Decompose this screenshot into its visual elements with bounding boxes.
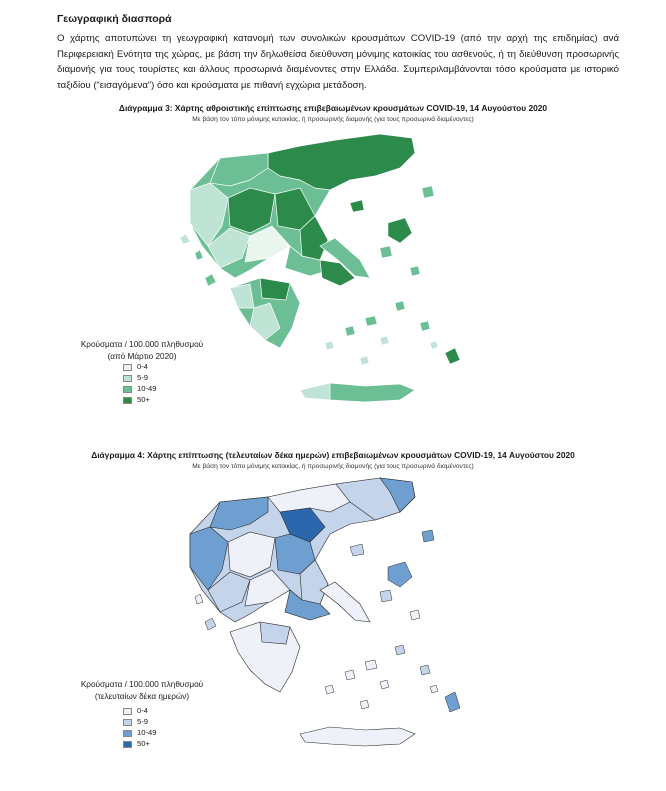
legend-swatch <box>123 386 132 393</box>
intro-paragraph: Ο χάρτης αποτυπώνει τη γεωγραφική κατανομή των συνολικών κρουσμάτων COVID-19 (από την αρχή της επιδημίας) ανά Περιφερειακή Ενότητα της χώρας, με βάση την δηλωθείσα διεύθυνση μόνιμης κατοικίας του ασθενούς, ή τη διεύθυνση προσωρινής διαμονής για τους τουρίστες και άλλους προσωρινά διαμένοντες στην Ελλάδα. Συμπεριλαμβάνονται τόσο κρούσματα με ιστορικό ταξιδίου (“εισαγόμενα”) όσο και κρούσματα με πιθανή εγχώρια μετάδοση. <box>57 33 619 91</box>
legend-swatch <box>123 375 132 382</box>
figure4-subtitle: Με βάση τον τόπο μόνιμης κατοικίας, ή προσωρινής διαμονής (για τους προσωρινά διαμένοντες) <box>192 463 474 470</box>
figure3-legend-item <box>123 373 148 382</box>
figure3-legend-item <box>123 384 156 393</box>
legend-swatch <box>123 730 132 737</box>
figure3-subtitle: Με βάση τον τόπο μόνιμης κατοικίας, ή προσωρινής διαμονής (για τους προσωρινά διαμένοντες) <box>192 116 474 123</box>
figure4-legend-item <box>123 706 148 715</box>
legend-swatch <box>123 364 132 371</box>
legend-label: 10-49 <box>137 384 157 393</box>
figure4-title: Διάγραμμα 4: Χάρτης επίπτωσης (τελευταίων δέκα ημερών) επιβεβαιωμένων κρουσμάτων COVID-19, 14 Αυγούστου 2020 <box>91 450 575 460</box>
greece-map-last-ten-days <box>150 472 480 762</box>
figure4-legend-title-line2: (τελευταίων δέκα ημερών) <box>94 692 190 701</box>
figure3-title: Διάγραμμα 3: Χάρτης αθροιστικής επίπτωσης επιβεβαιωμένων κρουσμάτων COVID-19, 14 Αυγούστου 2020 <box>118 103 548 113</box>
figure4-legend-item <box>123 728 156 737</box>
figure4-legend-title <box>62 679 222 703</box>
figure3-legend-item <box>123 395 150 404</box>
legend-label: 10-49 <box>137 728 157 737</box>
figure3-legend-title <box>62 339 222 363</box>
section-heading: Γεωγραφική διασπορά <box>57 13 172 25</box>
figure3-legend-item <box>123 362 148 371</box>
legend-label: 50+ <box>137 739 150 748</box>
legend-label: 0-4 <box>137 362 148 371</box>
legend-label: 5-9 <box>137 373 148 382</box>
legend-label: 5-9 <box>137 717 148 726</box>
figure4-legend-title-line1: Κρούσματα / 100.000 πληθυσμού <box>80 680 204 689</box>
legend-label: 0-4 <box>137 706 148 715</box>
legend-swatch <box>123 719 132 726</box>
figure4-legend-item <box>123 717 148 726</box>
legend-swatch <box>123 397 132 404</box>
figure4-legend-item <box>123 739 150 748</box>
figure3-legend-title-line2: (από Μάρτιο 2020) <box>107 352 177 361</box>
legend-swatch <box>123 741 132 748</box>
greece-map-cumulative <box>150 128 480 413</box>
figure3-legend-title-line1: Κρούσματα / 100.000 πληθυσμού <box>80 340 204 349</box>
legend-swatch <box>123 708 132 715</box>
legend-label: 50+ <box>137 395 150 404</box>
